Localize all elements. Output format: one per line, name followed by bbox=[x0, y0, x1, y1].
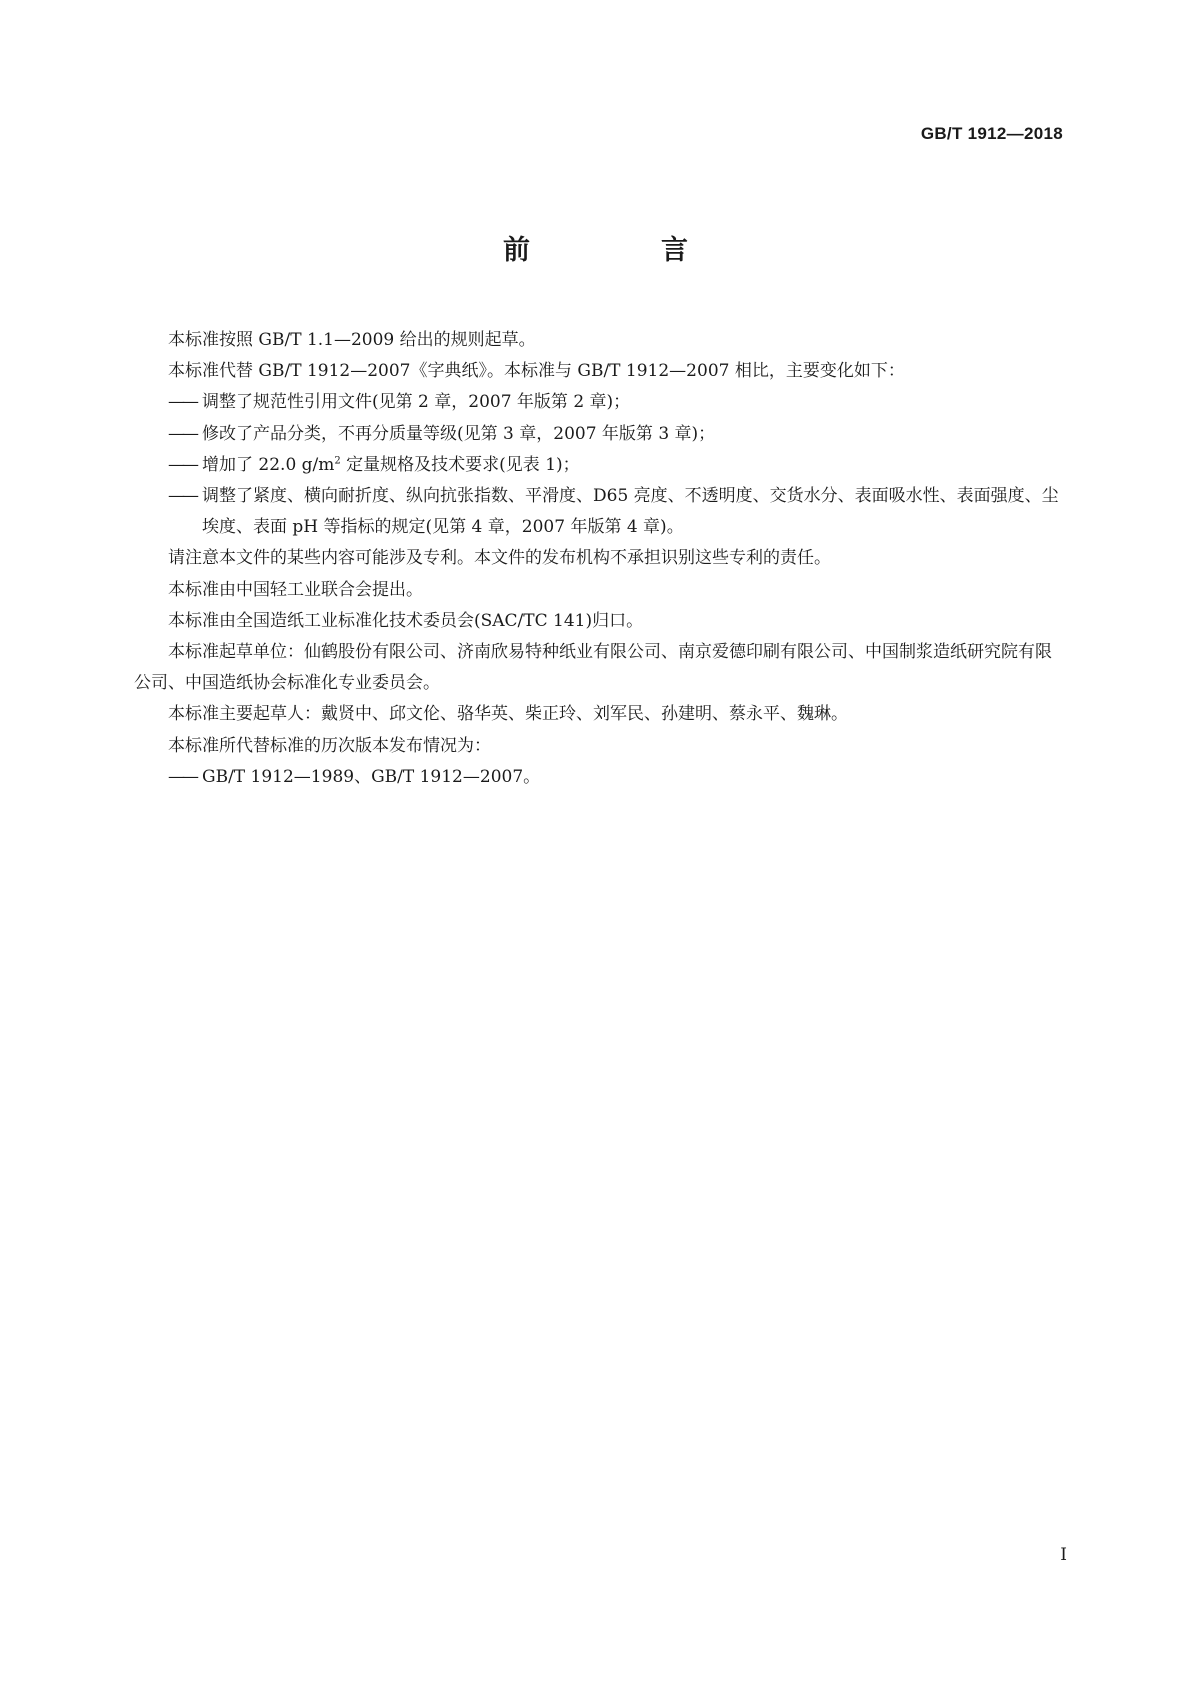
dash-marker: —— bbox=[168, 454, 196, 475]
paragraph-history: 本标准所代替标准的历次版本发布情况为： bbox=[168, 735, 491, 756]
paragraph-drafting-rule: 本标准按照 GB/T 1.1—2009 给出的规则起草。 bbox=[168, 330, 536, 350]
paragraph-drafters: 本标准主要起草人：戴贤中、邱文伦、骆华英、柴正玲、刘军民、孙建明、蔡永平、魏琳。 bbox=[168, 704, 848, 725]
list-item-change-3 bbox=[134, 450, 1060, 481]
list-item-history bbox=[134, 762, 1060, 793]
page-title: 前 言 bbox=[503, 235, 740, 266]
dash-marker: —— bbox=[168, 766, 196, 787]
list-item-text: 调整了规范性引用文件(见第 2 章，2007 年版第 2 章)； bbox=[202, 392, 631, 413]
paragraph-committee: 本标准由全国造纸工业标准化技术委员会(SAC/TC 141)归口。 bbox=[168, 610, 644, 631]
dash-marker: —— bbox=[168, 486, 196, 507]
list-item-change-1 bbox=[134, 387, 1060, 418]
dash-marker: —— bbox=[168, 392, 196, 413]
page-number: I bbox=[1060, 1545, 1067, 1565]
paragraph-replacement: 本标准代替 GB/T 1912—2007《字典纸》。本标准与 GB/T 1912—2007 相比，主要变化如下： bbox=[168, 361, 905, 382]
paragraph-drafting-units: 本标准起草单位：仙鹤股份有限公司、济南欣易特种纸业有限公司、南京爱德印刷有限公司、中国制浆造纸研究院有限公司、中国造纸协会标准化专业委员会。 bbox=[134, 642, 1052, 694]
document-body bbox=[134, 325, 1060, 793]
list-item-change-2 bbox=[134, 419, 1060, 450]
list-item-text: 调整了紧度、横向耐折度、纵向抗张指数、平滑度、D65 亮度、不透明度、交货水分、表面吸水性、表面强度、尘埃度、表面 pH 等指标的规定(见第 4 章，2007 年版第 4 章)。 bbox=[202, 486, 1059, 538]
dash-marker: —— bbox=[168, 423, 196, 444]
standard-code: GB/T 1912—2018 bbox=[920, 124, 1063, 143]
paragraph-proposer: 本标准由中国轻工业联合会提出。 bbox=[168, 579, 423, 600]
list-item-text: GB/T 1912—1989、GB/T 1912—2007。 bbox=[202, 766, 541, 787]
paragraph-patent-notice: 请注意本文件的某些内容可能涉及专利。本文件的发布机构不承担识别这些专利的责任。 bbox=[168, 548, 831, 569]
list-item-text: 定量规格及技术要求(见表 1)； bbox=[340, 454, 580, 475]
list-item-change-4 bbox=[134, 481, 1060, 543]
list-item-text: 增加了 22.0 g/m bbox=[202, 454, 335, 475]
list-item-text: 修改了产品分类，不再分质量等级(见第 3 章，2007 年版第 3 章)； bbox=[202, 423, 716, 444]
superscript: 2 bbox=[334, 455, 341, 467]
